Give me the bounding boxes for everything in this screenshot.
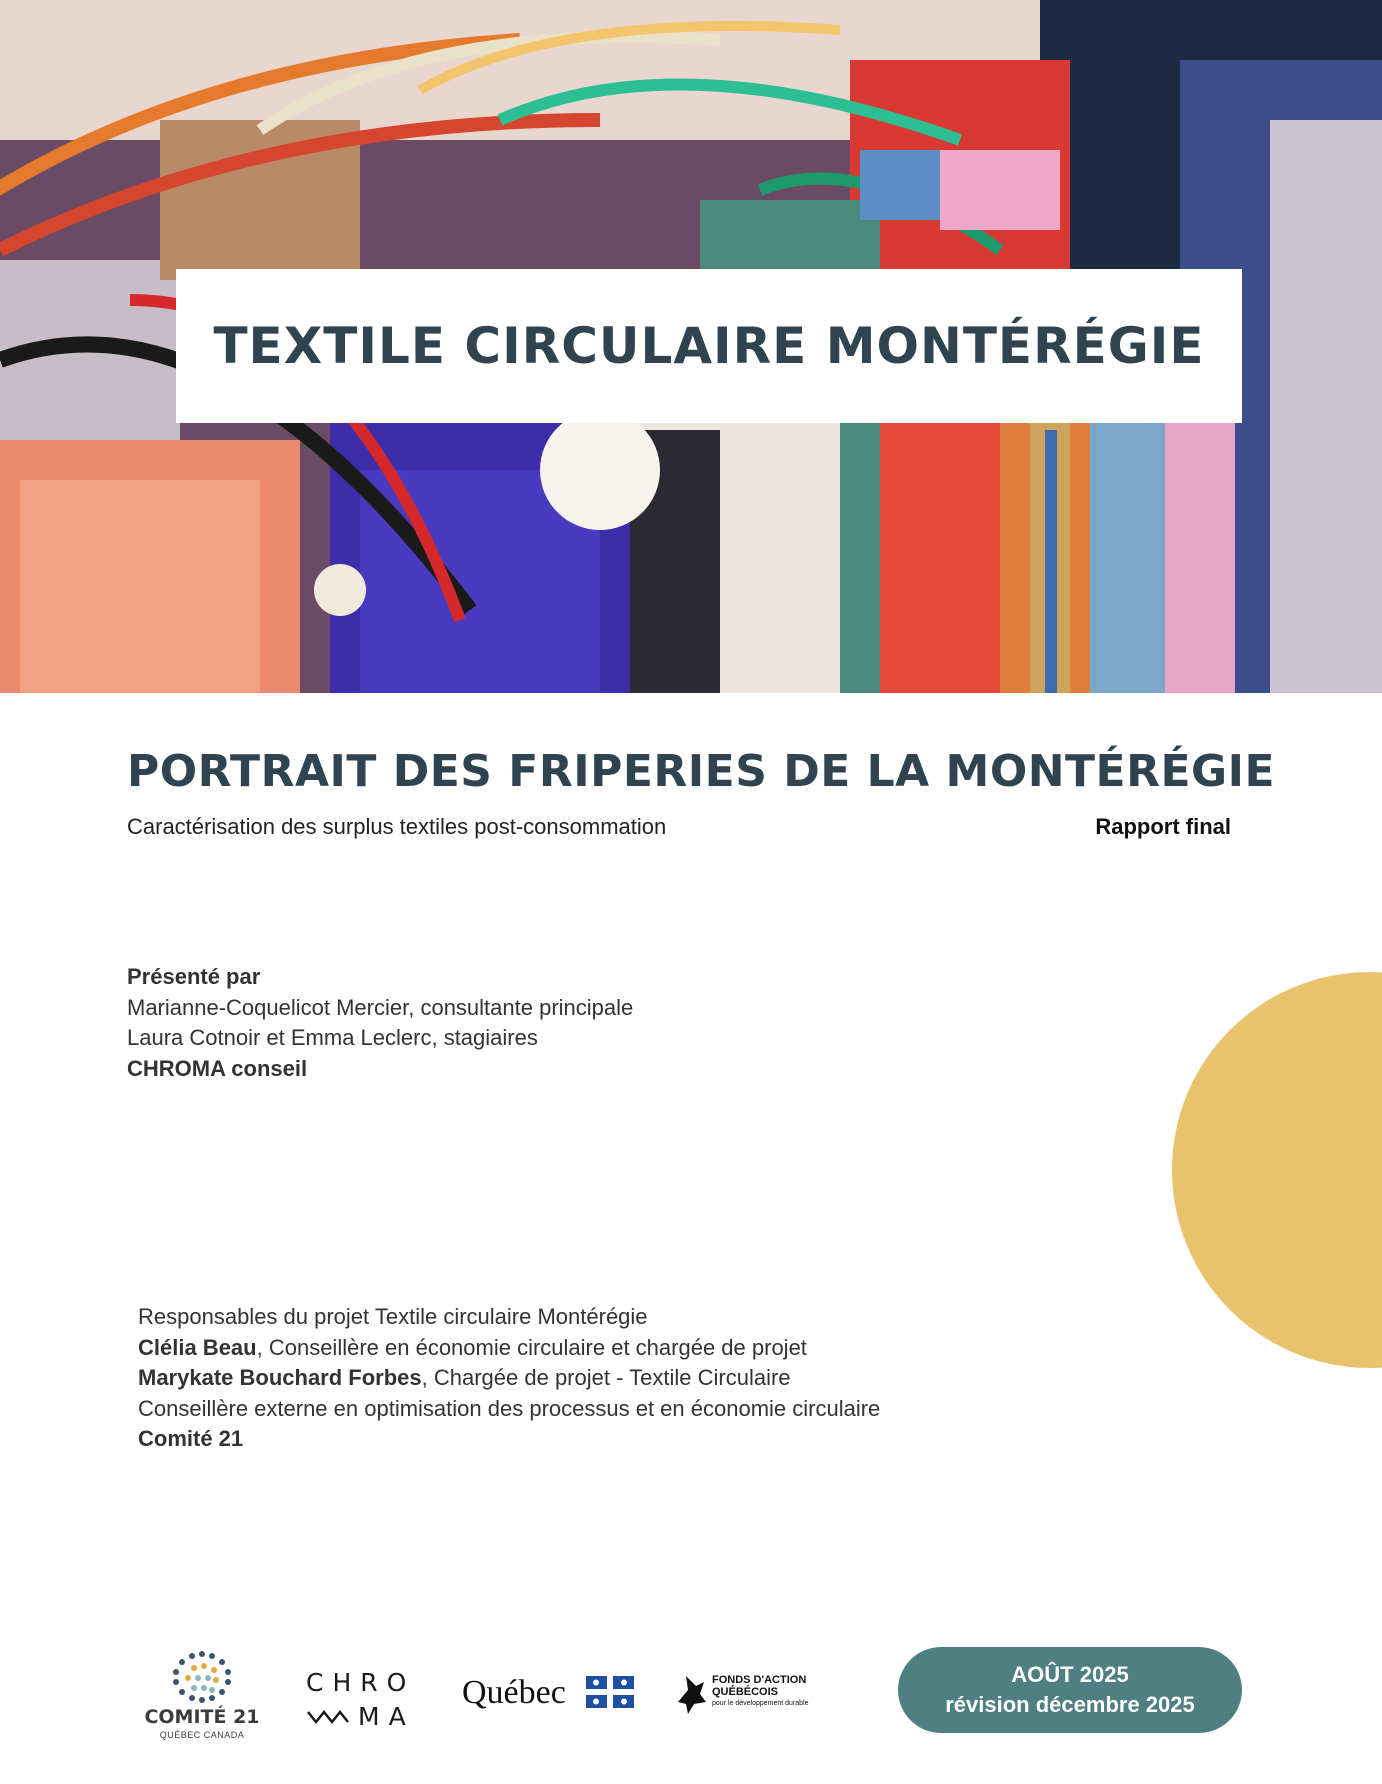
chroma-logo [306, 1668, 418, 1732]
project-leads-heading: Responsables du projet Textile circulaire Montérégie [138, 1304, 648, 1329]
fonds-action-quebecois-logo [674, 1672, 834, 1716]
project-lead-line-4: Conseillère externe en optimisation des processus et en économie circulaire [138, 1395, 881, 1421]
comite-21-sub: QUÉBEC CANADA [159, 1730, 245, 1740]
lead-1-name: Clélia Beau [138, 1334, 257, 1360]
presenter-line-1: Marianne-Coquelicot Mercier, consultante principale [127, 994, 634, 1020]
decorative-yellow-circle [1172, 972, 1382, 1368]
fleurdelise-flag-icon [586, 1676, 634, 1708]
wave-icon [306, 1710, 354, 1724]
presenter-line-2: Laura Cotnoir et Emma Leclerc, stagiaires [127, 1025, 538, 1050]
presented-by-block [127, 962, 633, 1084]
document-title: PORTRAIT DES FRIPERIES DE LA MONTÉRÉGIE [127, 746, 1276, 797]
project-leads-block [138, 1302, 880, 1455]
quebec-name: Québec [462, 1674, 566, 1711]
hero-photo-clothing-rack [0, 0, 1382, 693]
date-line-2: révision décembre 2025 [945, 1692, 1195, 1717]
comite-21-logo [142, 1648, 262, 1744]
lead-2-name: Marykate Bouchard Forbes [138, 1365, 422, 1390]
chroma-line-1: CHRO [306, 1668, 416, 1697]
document-subtitle: Caractérisation des surplus textiles post-consommation [127, 814, 667, 839]
fonds-name [712, 1674, 806, 1698]
date-badge [898, 1647, 1242, 1733]
hero-title: TEXTILE CIRCULAIRE MONTÉRÉGIE [213, 317, 1205, 375]
date-line-1: AOÛT 2025 [1011, 1662, 1129, 1687]
project-leads-org: Comité 21 [138, 1426, 244, 1451]
presented-heading: Présenté par [127, 964, 261, 989]
fonds-line-2: QUÉBÉCOIS [712, 1686, 779, 1698]
fonds-line-1: FONDS D'ACTION [712, 1674, 807, 1686]
comite-21-name: COMITÉ 21 [144, 1706, 260, 1728]
lead-1-role: , Conseillère en économie circulaire et chargée de projet [256, 1334, 807, 1360]
project-lead-1 [138, 1333, 880, 1364]
presenter-org: CHROMA conseil [127, 1055, 308, 1081]
bird-icon [674, 1672, 708, 1716]
fonds-tagline: pour le développement durable [712, 1700, 809, 1707]
dotted-globe-icon [142, 1648, 262, 1704]
lead-2-role: , Chargée de projet - Textile Circulaire [421, 1365, 791, 1390]
project-lead-2 [138, 1363, 880, 1394]
quebec-logo [462, 1670, 638, 1714]
report-kind-label: Rapport final [1095, 814, 1231, 839]
hero-title-box [176, 269, 1242, 423]
chroma-line-2: MA [358, 1702, 415, 1731]
